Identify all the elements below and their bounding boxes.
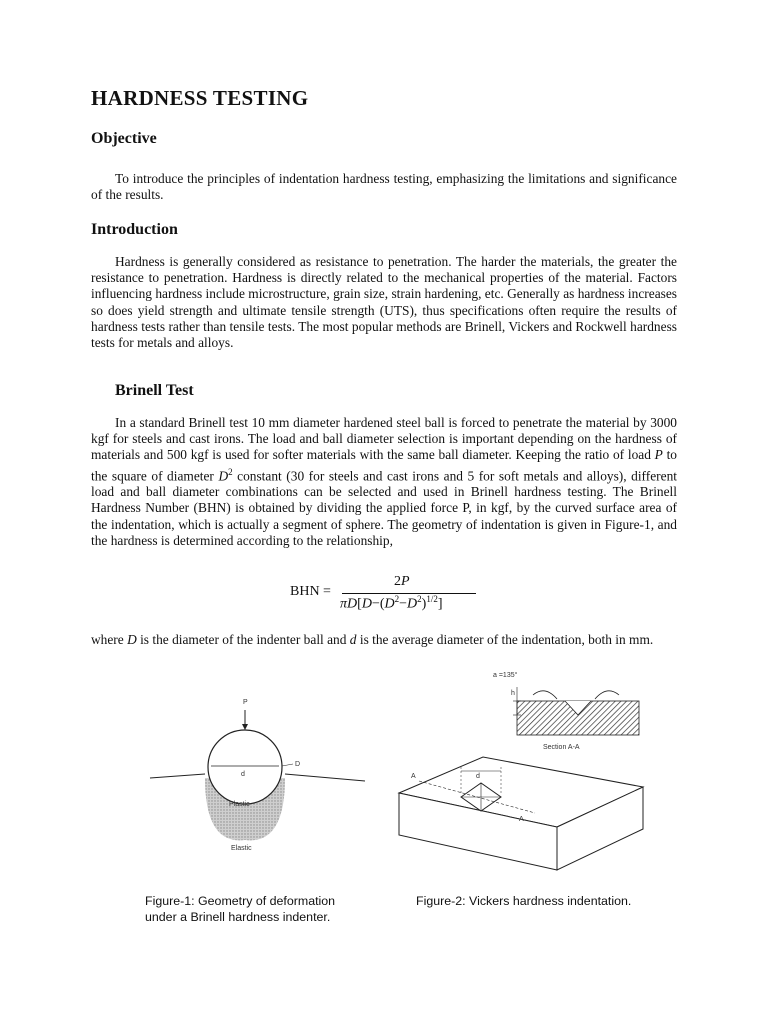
where-var-d-lower: d — [349, 632, 357, 647]
label-plastic: Plastic — [229, 801, 250, 808]
where-text-1: where — [91, 632, 128, 647]
brinell-sup-2: 2 — [228, 466, 233, 477]
den-sup1: 2 — [394, 594, 400, 604]
surface-right — [285, 774, 365, 781]
label-h: h — [511, 690, 515, 697]
objective-heading: Objective — [91, 130, 157, 147]
formula-denominator — [340, 594, 443, 613]
label-section: Section A-A — [543, 744, 580, 751]
den-close2: ] — [437, 596, 443, 612]
label-angle: a =135° — [493, 672, 518, 679]
indenter-ball — [208, 730, 282, 804]
where-var-d-upper: D — [127, 632, 137, 647]
label-d: d — [241, 771, 245, 778]
label-a2: A — [519, 816, 524, 823]
brinell-text-3: constant (30 for steels and cast irons and 5 for soft metals and alloys), different load and ball diameter combinations can be selected and used in Brinell hardness testing. The Brinell Hardness Number (BHN) is obtained by dividing the applied force P, in kgf, by the curved surface area of the indentation, which is actually a segment of sphere. The geometry of indentation is given in Figure-1, and the hardness is determined according to the relationship, — [91, 468, 677, 548]
den-close1: ) — [421, 596, 427, 612]
where-text-2: is the diameter of the indenter ball and — [136, 632, 350, 647]
figure-1-brinell-diagram — [145, 680, 370, 880]
formula-numerator — [394, 574, 410, 590]
label-d: d — [476, 773, 480, 780]
objective-paragraph: To introduce the principles of indentation hardness testing, emphasizing the limitations and significance of the results. — [91, 171, 677, 203]
label-D: D — [295, 761, 301, 768]
den-d3: D — [384, 596, 395, 612]
where-paragraph — [91, 632, 679, 648]
den-pi: π — [340, 596, 348, 612]
load-arrowhead — [242, 724, 248, 730]
brinell-heading: Brinell Test — [115, 382, 194, 399]
den-d2: D — [361, 596, 372, 612]
page-title: HARDNESS TESTING — [91, 86, 309, 110]
label-a1: A — [411, 773, 416, 780]
den-sup2: 2 — [417, 594, 422, 604]
angle-arc-left — [533, 691, 557, 699]
den-minus2: − — [399, 596, 408, 612]
brinell-var-d: D — [218, 468, 229, 484]
den-sup3: 1/2 — [426, 594, 438, 604]
den-minus1: −( — [371, 596, 385, 612]
brinell-text-2: to the square of diameter — [91, 447, 677, 484]
den-d4: D — [407, 596, 418, 612]
brinell-paragraph — [91, 415, 677, 549]
brinell-text-1: In a standard Brinell test 10 mm diameter hardened steel ball is forced to penetrate the material by 3000 kgf for steels and cast irons. The load and ball diameter selection is important depending on the hardness of materials and 500 kgf is used for softer materials with the same ball diameter. Keeping the ratio of load — [91, 415, 677, 463]
formula-lhs: BHN = — [290, 584, 331, 599]
introduction-paragraph: Hardness is generally considered as resistance to penetration. The harder the materials, the greater the resistance to penetration. Hardness is directly related to the mechanical properties of the material. Factors influencing hardness include microstructure, grain size, strain hardening, etc. Generally as hardness increases so does yield strength and ultimate tensile strength (UTS), thus specifications often require the results of hardness tests rather than tensile tests. The most popular methods are Brinell, Vickers and Rockwell hardness tests for metals and alloys. — [91, 254, 677, 351]
formula-num-var: P — [401, 574, 410, 589]
label-elastic: Elastic — [231, 845, 252, 852]
den-open: [ — [357, 596, 362, 612]
D-leader — [282, 764, 293, 766]
formula-num-coef: 2 — [394, 574, 401, 589]
introduction-heading: Introduction — [91, 221, 178, 238]
figure-2-vickers-diagram — [385, 665, 665, 880]
label-p: P — [243, 699, 248, 706]
bhn-formula — [286, 574, 486, 618]
den-d1: D — [347, 596, 358, 612]
figure-1-caption: Figure-1: Geometry of deformation under a Brinell hardness indenter. — [145, 894, 336, 924]
angle-arc-right — [595, 691, 619, 699]
brinell-var-p: P — [654, 447, 663, 463]
surface-left — [150, 774, 205, 778]
figure-2-caption: Figure-2: Vickers hardness indentation. — [416, 894, 632, 908]
where-text-3: is the average diameter of the indentation, both in mm. — [356, 632, 654, 647]
